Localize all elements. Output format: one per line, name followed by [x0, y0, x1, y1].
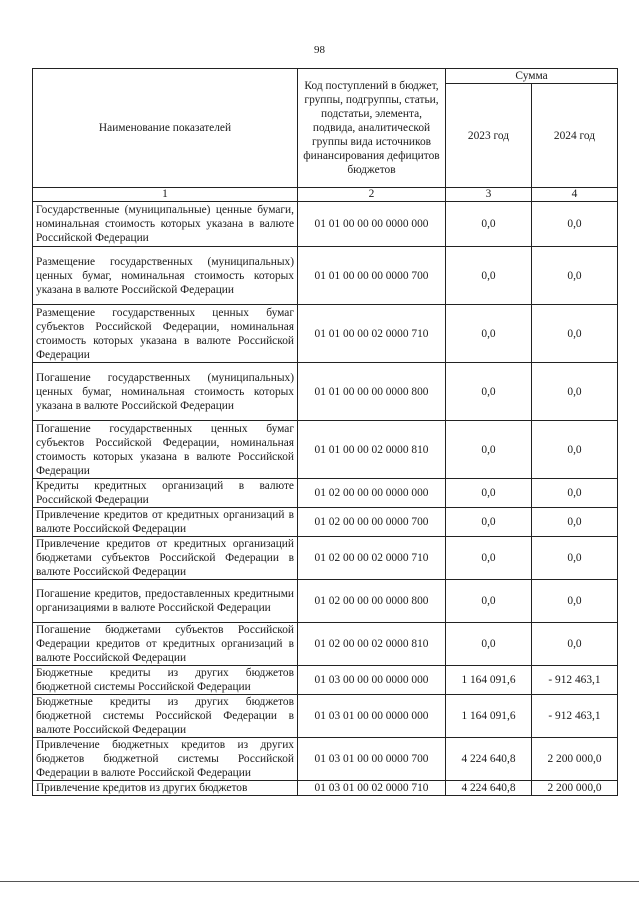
- indicator-name: Погашение государственных (муниципальных) ценных бумаг, номинальная стоимость которых указана в валюте Российской Федерации: [33, 363, 298, 421]
- table-row: [33, 508, 618, 537]
- value-2023: 0,0: [446, 479, 532, 508]
- table-body: [33, 202, 618, 796]
- value-2023: 0,0: [446, 421, 532, 479]
- value-2024: 0,0: [532, 202, 618, 247]
- column-number: 2: [298, 188, 446, 202]
- indicator-name: Бюджетные кредиты из других бюджетов бюджетной системы Российской Федерации в валюте Российской Федерации: [33, 695, 298, 738]
- header-year-2024: 2024 год: [532, 84, 618, 188]
- table-row: [33, 695, 618, 738]
- value-2023: 0,0: [446, 305, 532, 363]
- header-name-text: Наименование показателей: [98, 122, 232, 134]
- table-row: [33, 202, 618, 247]
- header-sum: Сумма: [446, 69, 618, 84]
- indicator-code: 01 02 00 00 00 0000 800: [298, 580, 446, 623]
- value-2023: 0,0: [446, 247, 532, 305]
- value-2024: 0,0: [532, 508, 618, 537]
- indicator-code: 01 01 00 00 00 0000 000: [298, 202, 446, 247]
- column-number: 1: [33, 188, 298, 202]
- indicator-name: Привлечение кредитов из других бюджетов: [33, 781, 298, 796]
- indicator-name: Размещение государственных ценных бумаг субъектов Российской Федерации, номинальная стоимость которых указана в валюте Российской Федерации: [33, 305, 298, 363]
- indicator-code: 01 02 00 00 00 0000 700: [298, 508, 446, 537]
- column-numbers-row: [33, 188, 618, 202]
- table-row: [33, 666, 618, 695]
- table-row: [33, 781, 618, 796]
- table-row: [33, 738, 618, 781]
- table-header: [33, 69, 618, 202]
- indicator-name: Привлечение бюджетных кредитов из других бюджетов бюджетной системы Российской Федерации в валюте Российской Федерации: [33, 738, 298, 781]
- header-code-text: Код поступлений в бюджет, группы, подгруппы, статьи, подстатьи, элемента, подвида, аналитической группы вида источников финансирования дефицитов бюджетов: [303, 80, 440, 176]
- table-row: [33, 623, 618, 666]
- table-row: [33, 305, 618, 363]
- indicator-code: 01 03 01 00 00 0000 000: [298, 695, 446, 738]
- bottom-rule: [0, 881, 639, 882]
- value-2023: 0,0: [446, 202, 532, 247]
- value-2023: 1 164 091,6: [446, 695, 532, 738]
- indicator-name: Привлечение кредитов от кредитных организаций в валюте Российской Федерации: [33, 508, 298, 537]
- value-2024: 0,0: [532, 363, 618, 421]
- value-2024: 2 200 000,0: [532, 781, 618, 796]
- indicator-code: 01 01 00 00 00 0000 800: [298, 363, 446, 421]
- indicator-name: Кредиты кредитных организаций в валюте Российской Федерации: [33, 479, 298, 508]
- indicator-code: 01 01 00 00 00 0000 700: [298, 247, 446, 305]
- indicator-code: 01 02 00 00 00 0000 000: [298, 479, 446, 508]
- column-number: 3: [446, 188, 532, 202]
- indicator-name: Погашение бюджетами субъектов Российской Федерации кредитов от кредитных организаций в валюте Российской Федерации: [33, 623, 298, 666]
- value-2023: 0,0: [446, 537, 532, 580]
- table-row: [33, 421, 618, 479]
- budget-sources-table: [32, 68, 618, 796]
- indicator-code: 01 01 00 00 02 0000 710: [298, 305, 446, 363]
- value-2024: 0,0: [532, 580, 618, 623]
- value-2023: 0,0: [446, 363, 532, 421]
- value-2024: - 912 463,1: [532, 666, 618, 695]
- table-row: [33, 580, 618, 623]
- value-2023: 1 164 091,6: [446, 666, 532, 695]
- table-row: [33, 537, 618, 580]
- value-2023: 0,0: [446, 623, 532, 666]
- value-2023: 0,0: [446, 580, 532, 623]
- value-2024: 0,0: [532, 421, 618, 479]
- value-2024: 0,0: [532, 537, 618, 580]
- header-code: [298, 69, 446, 188]
- table-row: [33, 363, 618, 421]
- value-2023: 0,0: [446, 508, 532, 537]
- indicator-code: 01 01 00 00 02 0000 810: [298, 421, 446, 479]
- header-name: [33, 69, 298, 188]
- indicator-name: Бюджетные кредиты из других бюджетов бюджетной системы Российской Федерации: [33, 666, 298, 695]
- value-2024: 2 200 000,0: [532, 738, 618, 781]
- indicator-name: Погашение государственных ценных бумаг субъектов Российской Федерации, номинальная стоимость которых указана в валюте Российской Федерации: [33, 421, 298, 479]
- indicator-name: Государственные (муниципальные) ценные бумаги, номинальная стоимость которых указана в валюте Российской Федерации: [33, 202, 298, 247]
- indicator-name: Размещение государственных (муниципальных) ценных бумаг, номинальная стоимость которых указана в валюте Российской Федерации: [33, 247, 298, 305]
- indicator-code: 01 03 01 00 00 0000 700: [298, 738, 446, 781]
- value-2023: 4 224 640,8: [446, 781, 532, 796]
- indicator-code: 01 03 00 00 00 0000 000: [298, 666, 446, 695]
- value-2024: 0,0: [532, 305, 618, 363]
- value-2023: 4 224 640,8: [446, 738, 532, 781]
- indicator-name: Привлечение кредитов от кредитных организаций бюджетами субъектов Российской Федерации в валюте Российской Федерации: [33, 537, 298, 580]
- page-number: 98: [314, 44, 325, 56]
- indicator-name: Погашение кредитов, предоставленных кредитными организациями в валюте Российской Федерации: [33, 580, 298, 623]
- column-number: 4: [532, 188, 618, 202]
- value-2024: 0,0: [532, 623, 618, 666]
- table-row: [33, 479, 618, 508]
- indicator-code: 01 03 01 00 02 0000 710: [298, 781, 446, 796]
- value-2024: 0,0: [532, 247, 618, 305]
- value-2024: 0,0: [532, 479, 618, 508]
- value-2024: - 912 463,1: [532, 695, 618, 738]
- header-year-2023: 2023 год: [446, 84, 532, 188]
- indicator-code: 01 02 00 00 02 0000 810: [298, 623, 446, 666]
- table-row: [33, 247, 618, 305]
- indicator-code: 01 02 00 00 02 0000 710: [298, 537, 446, 580]
